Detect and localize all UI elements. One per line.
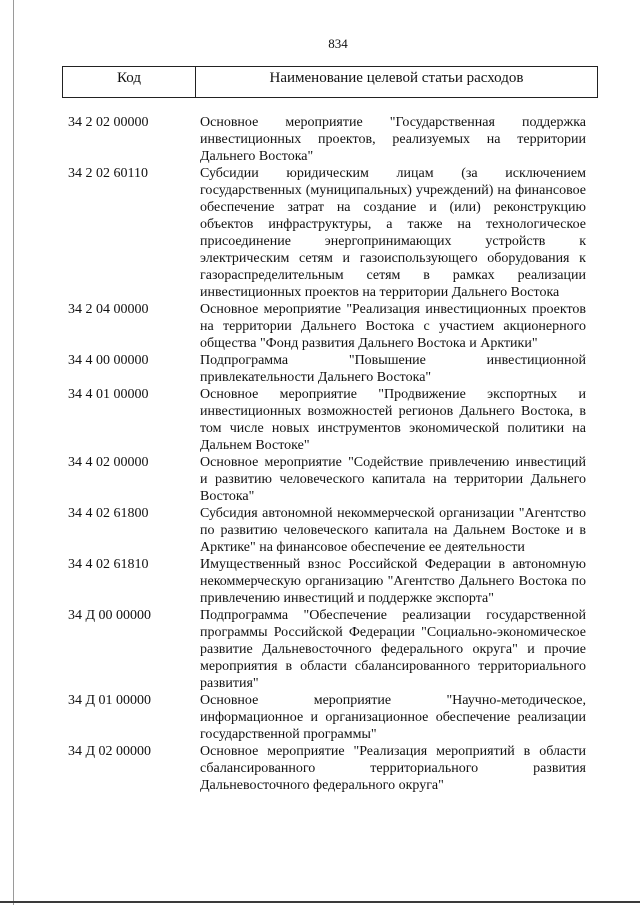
row-name: Основное мероприятие "Содействие привлечению инвестиций и развитию человеческого капитала на территории Дальнего Востока" (200, 455, 586, 504)
table-row (62, 692, 602, 743)
column-header-code: Код (63, 67, 196, 97)
table-row (62, 556, 602, 607)
row-code: 34 4 02 00000 (68, 455, 149, 470)
row-code: 34 Д 01 00000 (68, 693, 152, 708)
row-name: Основное мероприятие "Продвижение экспортных и инвестиционных возможностей регионов Дальнего Востока, в том числе новых инструментов экономической политики на Дальнем Востоке" (200, 387, 586, 453)
row-name: Подпрограмма "Обеспечение реализации государственной программы Российской Федерации "Социально-экономическое развитие Дальневосточного федерального округа" и прочие мероприятия в области сбалансированного территориального развития" (200, 608, 586, 691)
page-edge (13, 0, 14, 905)
row-code: 34 4 02 61800 (68, 506, 149, 521)
row-name: Основное мероприятие "Государственная поддержка инвестиционных проектов, реализуемых на территории Дальнего Востока" (200, 115, 586, 164)
row-code: 34 2 02 00000 (68, 115, 149, 130)
row-code: 34 Д 00 00000 (68, 608, 152, 623)
row-code: 34 4 00 00000 (68, 353, 149, 368)
table-row (62, 743, 602, 794)
table-row (62, 386, 602, 454)
row-name: Основное мероприятие "Реализация инвестиционных проектов на территории Дальнего Востока с участием акционерного общества "Фонд развития Дальнего Востока и Арктики" (200, 302, 586, 351)
row-code: 34 2 04 00000 (68, 302, 149, 317)
row-name: Подпрограмма "Повышение инвестиционной привлекательности Дальнего Востока" (200, 353, 586, 385)
row-name: Субсидия автономной некоммерческой организации "Агентство по развитию человеческого капитала на Дальнем Востоке и в Арктике" на финансовое обеспечение ее деятельности (200, 506, 586, 555)
expense-items-list (62, 114, 602, 794)
column-header-name: Наименование целевой статьи расходов (269, 70, 524, 86)
table-row (62, 165, 602, 301)
row-code: 34 4 01 00000 (68, 387, 149, 402)
row-name: Имущественный взнос Российской Федерации в автономную некоммерческую организацию "Агентство Дальнего Востока по привлечению инвестиций и поддержке экспорта" (200, 557, 586, 606)
row-name: Основное мероприятие "Реализация мероприятий в области сбалансированного территориального развития Дальневосточного федерального округа" (200, 744, 586, 793)
table-row (62, 114, 602, 165)
table-row (62, 505, 602, 556)
row-name: Основное мероприятие "Научно-методическое, информационное и организационное обеспечение реализации государственной программы" (200, 693, 586, 742)
table-row (62, 301, 602, 352)
table-row (62, 352, 602, 386)
row-code: 34 Д 02 00000 (68, 744, 152, 759)
row-code: 34 2 02 60110 (68, 166, 148, 181)
table-row (62, 607, 602, 692)
table-row (62, 454, 602, 505)
table-header (62, 66, 598, 98)
page-number: 834 (328, 36, 348, 51)
row-name: Субсидии юридическим лицам (за исключением государственных (муниципальных) учреждений) на финансовое обеспечение затрат на создание и (или) реконструкцию объектов инфраструктуры, а также на технологическое присоединение энергопринимающих устройств к электрическим сетям и газоиспользующего оборудования к газораспределительным сетям в рамках реализации инвестиционных проектов на территории Дальнего Востока (200, 166, 586, 300)
row-code: 34 4 02 61810 (68, 557, 149, 572)
page-bottom-edge (0, 901, 640, 903)
